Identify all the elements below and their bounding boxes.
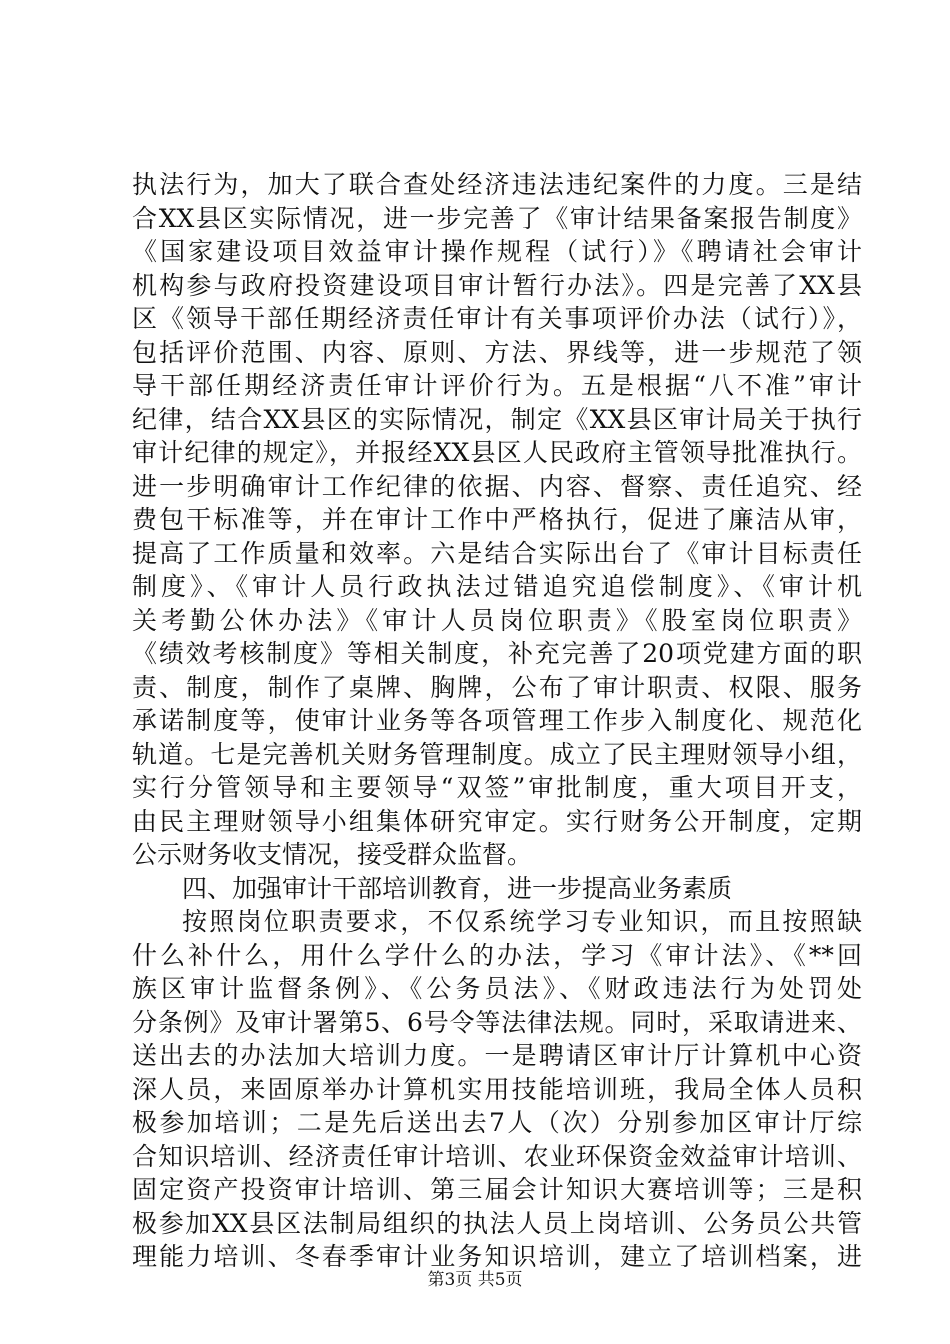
- text-line: 分条例》及审计署第5、6号令等法律法规。同时，采取请进来、: [132, 1007, 862, 1037]
- text-line: 四、加强审计干部培训教育，进一步提高业务素质: [182, 873, 733, 903]
- text-line: 固定资产投资审计培训、第三届会计知识大赛培训等；三是积: [132, 1175, 862, 1204]
- text-line: 轨道。七是完善机关财务管理制度。成立了民主理财领导小组，: [132, 739, 862, 769]
- body-text: [132, 168, 862, 1274]
- text-line: 《绩效考核制度》等相关制度，补充完善了20项党建方面的职: [132, 639, 862, 668]
- text-line: 审计纪律的规定》，并报经XX县区人民政府主管领导批准执行。: [132, 438, 862, 467]
- text-line: 导干部任期经济责任审计评价行为。五是根据“八不准”审计: [132, 371, 862, 400]
- text-line: 族区审计监督条例》、《公务员法》、《财政违法行为处罚处: [132, 974, 862, 1003]
- text-line: 极参加培训；二是先后送出去7人（次）分别参加区审计厅综: [132, 1108, 862, 1137]
- text-line: 提高了工作质量和效率。六是结合实际出台了《审计目标责任: [132, 538, 862, 568]
- text-line: 关考勤公休办法》《审计人员岗位职责》《股室岗位职责》: [132, 605, 862, 635]
- text-line: 送出去的办法加大培训力度。一是聘请区审计厅计算机中心资: [132, 1041, 862, 1070]
- text-line: 公示财务收支情况，接受群众监督。: [132, 840, 533, 869]
- text-line: 实行分管领导和主要领导“双签”审批制度，重大项目开支，: [132, 773, 862, 802]
- text-line: 费包干标准等，并在审计工作中严格执行，促进了廉洁从审，: [132, 505, 862, 534]
- text-line: 区《领导干部任期经济责任审计有关事项评价办法（试行）》，: [132, 304, 862, 333]
- text-line: 合XX县区实际情况，进一步完善了《审计结果备案报告制度》: [132, 203, 862, 233]
- text-line: 进一步明确审计工作纪律的依据、内容、督察、责任追究、经: [132, 471, 862, 501]
- text-line: 理能力培训、冬春季审计业务知识培训，建立了培训档案，进: [132, 1242, 862, 1271]
- page-number-footer: 第3页 共5页: [427, 1270, 523, 1290]
- text-line: 按照岗位职责要求，不仅系统学习专业知识，而且按照缺: [182, 907, 862, 936]
- text-line: 承诺制度等，使审计业务等各项管理工作步入制度化、规范化: [132, 706, 862, 735]
- text-line: 由民主理财领导小组集体研究审定。实行财务公开制度，定期: [132, 806, 862, 836]
- text-line: 合知识培训、经济责任审计培训、农业环保资金效益审计培训、: [132, 1141, 862, 1171]
- text-line: 机构参与政府投资建设项目审计暂行办法》。四是完善了XX县: [132, 270, 862, 300]
- text-line: 深人员，来固原举办计算机实用技能培训班，我局全体人员积: [132, 1074, 862, 1104]
- text-line: 执法行为，加大了联合查处经济违法违纪案件的力度。三是结: [132, 170, 862, 199]
- text-line: 极参加XX县区法制局组织的执法人员上岗培训、公务员公共管: [132, 1208, 862, 1238]
- text-line: 制度》、《审计人员行政执法过错追究追偿制度》、《审计机: [132, 572, 862, 601]
- text-line: 责、制度，制作了桌牌、胸牌，公布了审计职责、权限、服务: [132, 672, 862, 702]
- text-line: 纪律，结合XX县区的实际情况，制定《XX县区审计局关于执行: [132, 404, 862, 434]
- text-line: 《国家建设项目效益审计操作规程（试行）》《聘请社会审计: [132, 237, 862, 266]
- text-line: 包括评价范围、内容、原则、方法、界线等，进一步规范了领: [132, 337, 862, 367]
- text-line: 什么补什么，用什么学什么的办法，学习《审计法》、《**回: [132, 940, 862, 970]
